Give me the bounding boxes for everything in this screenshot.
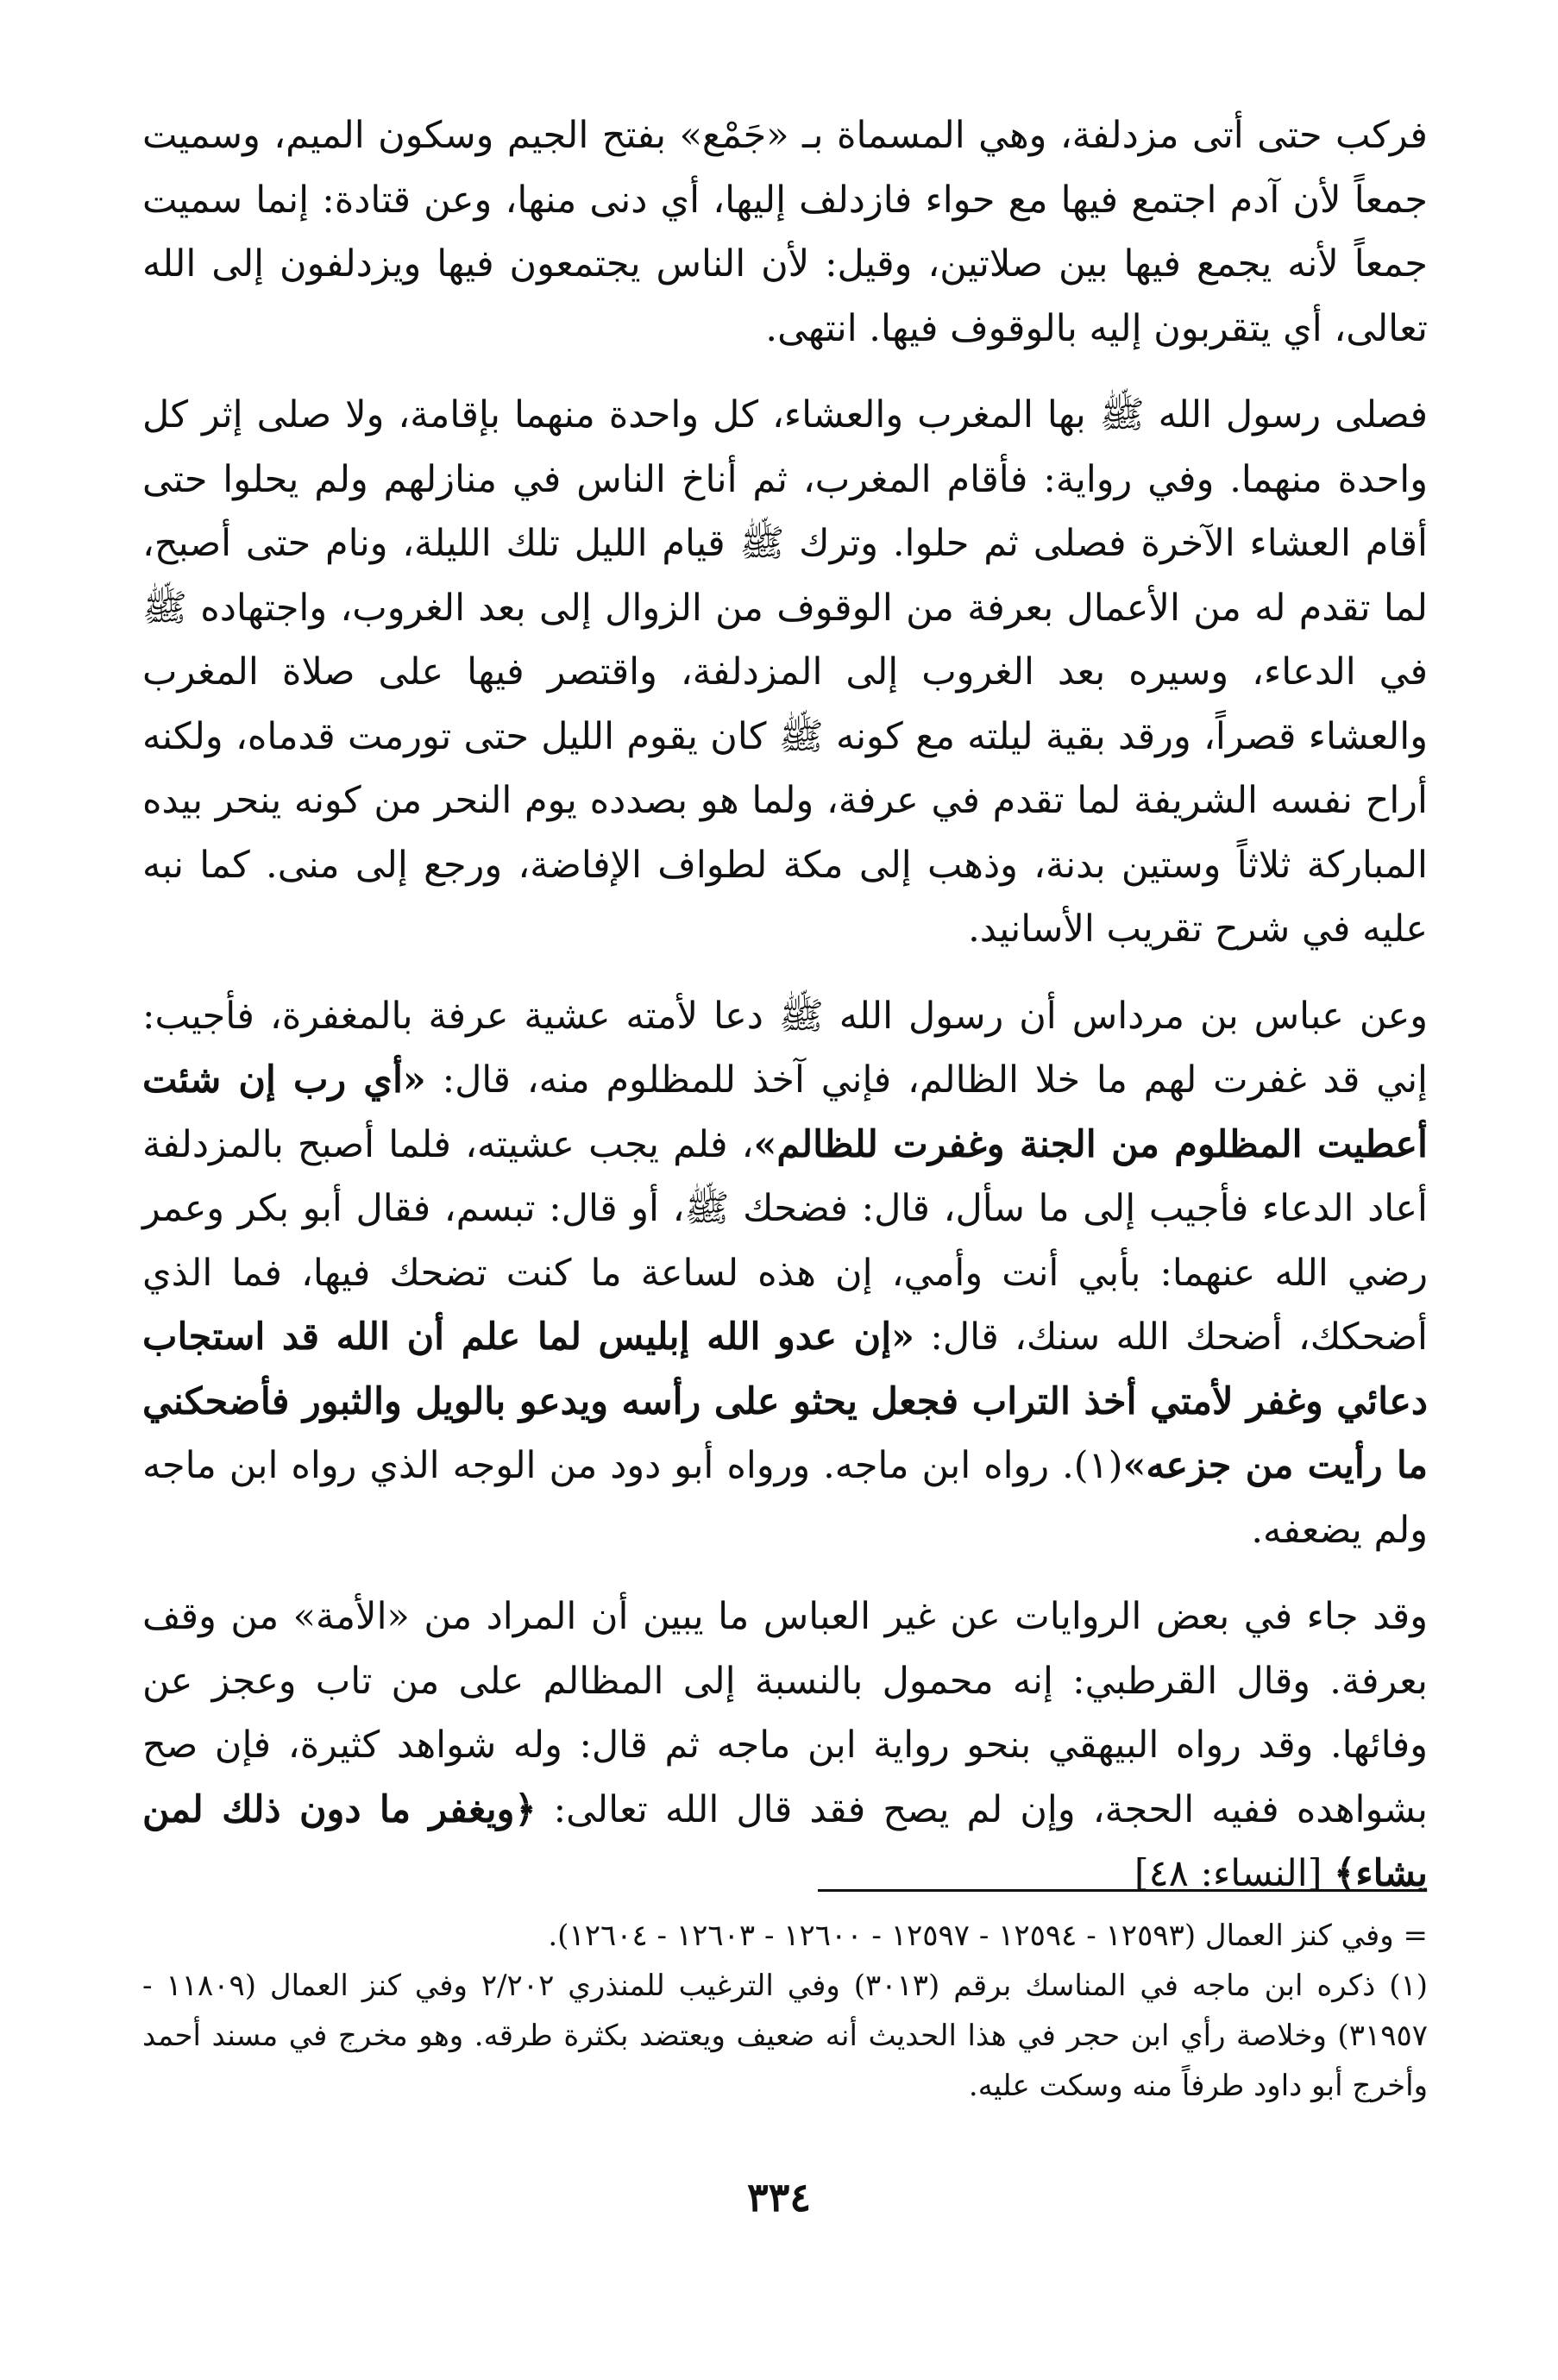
paragraph-commentary (142, 1585, 1428, 1906)
footnote-continuation: = وفي كنز العمال (١٢٥٩٣ - ١٢٥٩٤ - ١٢٥٩٧ - ١٢٦٠٠ - ١٢٦٠٣ - ١٢٦٠٤). (548, 1918, 1428, 1953)
page-number: ٣٣٤ (746, 2174, 812, 2220)
footnote-1: (١) ذكره ابن ماجه في المناسك برقم (٣٠١٣) وفي الترغيب للمنذري ٢/٢٠٢ وفي كنز العمال (١١٨٠٩ - ٣١٩٥٧) وخلاصة رأي ابن حجر في هذا الحديث أنه ضعيف ويعتضد بكثرة طرقه. وهو مخرج في مسند أحمد وأخرج أبو داود طرفاً منه وسكت عليه. (142, 1969, 1429, 2103)
paragraph-gap (142, 1562, 1428, 1585)
hadith-quote: «أي رب إن شئت أعطيت المظلوم من الجنة وغفرت للظالم» (142, 1058, 1429, 1166)
paragraph-text: وقد جاء في بعض الروايات عن غير العباس ما يبين أن المراد من «الأمة» من وقف بعرفة. وقال القرطبي: إنه محمول بالنسبة إلى المظالم على من تاب وعجز عن وفائها. وقد رواه البيهقي بنحو رواية ابن ماجه ثم قال: وله شواهد كثيرة، فإن صح بشواهده ففيه الحجة، وإن لم يصح فقد قال الله تعالى: (142, 1595, 1428, 1831)
quran-quote: ﴿ويغفر ما دون ذلك لمن يشاء﴾ (142, 1787, 1428, 1895)
footnotes (142, 1911, 1428, 2111)
hadith-quote: «إن عدو الله إبليس لما علم أن الله قد استجاب دعائي وغفر لأمتي أخذ التراب فجعل يحثو على رأسه ويدعو بالويل والثبور فأضحكني ما رأيت من جزعه» (142, 1316, 1428, 1487)
footnote-divider (818, 1889, 1426, 1892)
paragraph-prayer (142, 383, 1428, 962)
paragraph-text: (١). رواه ابن ماجه. ورواه أبو دود من الوجه الذي رواه ابن ماجه ولم يضعفه. (142, 1444, 1428, 1552)
page-body (142, 104, 1428, 1906)
paragraph-gap (142, 361, 1428, 383)
paragraph-text: فصلى رسول الله ﷺ بها المغرب والعشاء، كل واحدة منهما بإقامة، ولا صلى إثر كل واحدة منهما. وفي رواية: فأقام المغرب، ثم أناخ الناس في منازلهم ولم يحلوا حتى أقام العشاء الآخرة فصلى ثم حلوا. وترك ﷺ قيام الليل تلك الليلة، ونام حتى أصبح، لما تقدم له من الأعمال بعرفة من الوقوف من الزوال إلى بعد الغروب، واجتهاده ﷺ في الدعاء، وسيره بعد الغروب إلى المزدلفة، واقتصر فيها على صلاة المغرب والعشاء قصراً، ورقد بقية ليلته مع كونه ﷺ كان يقوم الليل حتى تورمت قدماه، ولكنه أراح نفسه الشريفة لما تقدم في عرفة، ولما هو بصدده يوم النحر من كونه ينحر بيده المباركة ثلاثاً وستين بدنة، وذهب إلى مكة لطواف الإفاضة، ورجع إلى منى. كما نبه عليه في شرح تقريب الأسانيد. (142, 393, 1428, 951)
paragraph-gap (142, 962, 1428, 984)
paragraph-text: فركب حتى أتى مزدلفة، وهي المسماة بـ «جَمْع» بفتح الجيم وسكون الميم، وسميت جمعاً لأن آدم اجتمع فيها مع حواء فازدلف إليها، أي دنى منها، وعن قتادة: إنما سميت جمعاً لأنه يجمع فيها بين صلاتين، وقيل: لأن الناس يجتمعون فيها ويزدلفون إلى الله تعالى، أي يتقربون إليه بالوقوف فيها. انتهى. (142, 114, 1428, 350)
paragraph-muzdalifa (142, 104, 1428, 361)
paragraph-text: [النساء: ٤٨] (1134, 1852, 1335, 1895)
paragraph-text: ، فلم يجب عشيته، فلما أصبح بالمزدلفة أعاد الدعاء فأجيب إلى ما سأل، قال: فضحك ﷺ، أو قال: تبسم، فقال أبو بكر وعمر رضي الله عنهما: بأبي أنت وأمي، إن هذه لساعة ما كنت تضحك فيها، فما الذي أضحكك، أضحك الله سنك، قال: (142, 1122, 1428, 1359)
paragraph-text: وعن عباس بن مرداس أن رسول الله ﷺ دعا لأمته عشية عرفة بالمغفرة، فأجيب: إني قد غفرت لهم ما خلا الظالم، فإني آخذ للمظلوم منه، قال: (142, 994, 1429, 1102)
paragraph-hadith-abbas (142, 984, 1428, 1563)
